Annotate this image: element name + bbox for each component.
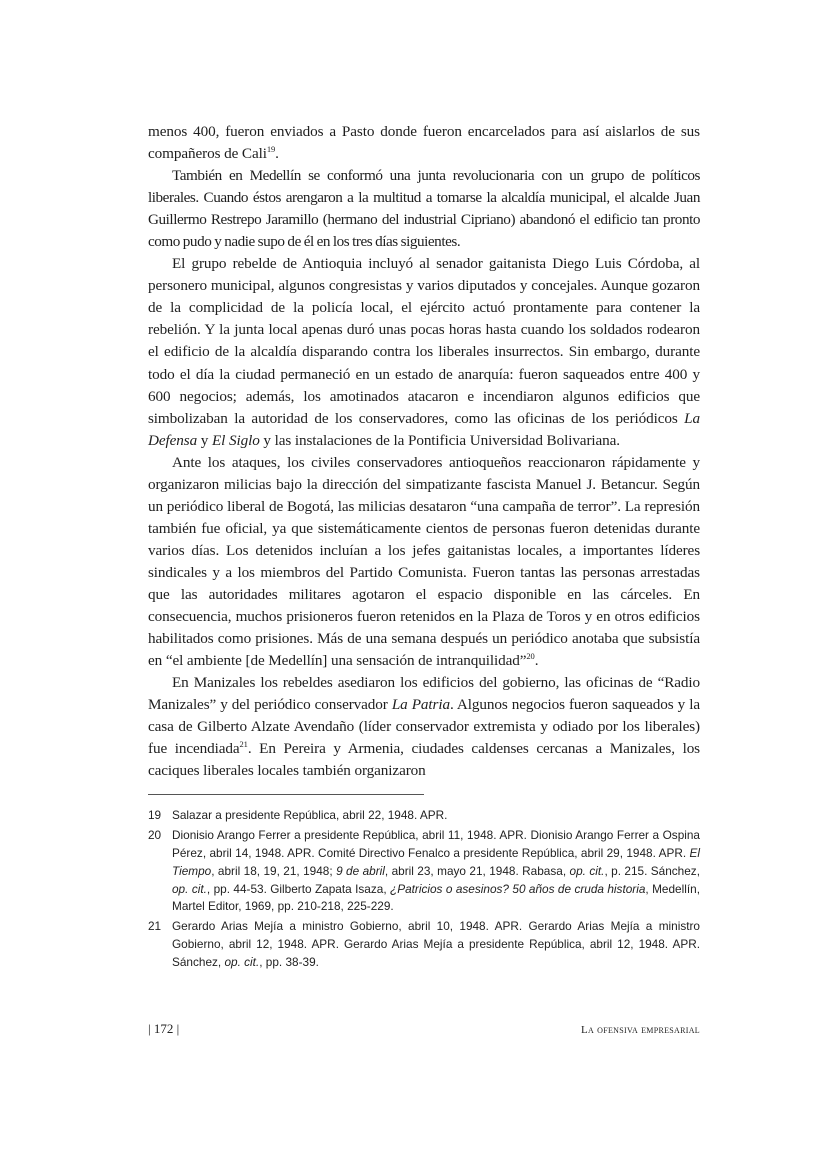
text-run: . [275, 145, 279, 163]
paragraph [148, 121, 700, 165]
footnote [148, 918, 700, 971]
page-number: | 172 | [148, 1021, 180, 1036]
footnote-number: 20 [148, 828, 162, 843]
text-run: Dionisio Arango Ferrer a presidente República, abril 11, 1948. APR. Dionisio Arango Ferrer a Ospina Pérez, abril 14, 1948. APR. Comité Directivo Fenalco a presidente República, abril 29, 1948. APR. [172, 828, 700, 860]
body-text [148, 121, 700, 782]
text-run: Gerardo Arias Mejía a ministro Gobierno, abril 10, 1948. APR. Gerardo Arias Mejía a ministro Gobierno, abril 12, 1948. APR. Gerardo Arias Mejía a presidente República, abril 12, 1948. APR. Sánchez, [172, 919, 700, 969]
text-run: , p. 215. Sánchez, [604, 863, 700, 878]
text-run: En Manizales los rebeldes asediaron los edificios del gobierno, las oficinas de “Radio Manizales” y del periódico conservador [148, 674, 700, 714]
italic-title: op. cit. [172, 881, 207, 896]
footnote [148, 827, 700, 916]
text-run: , abril 23, mayo 21, 1948. Rabasa, [384, 863, 570, 878]
italic-title: op. cit. [224, 954, 260, 969]
paragraph [148, 672, 700, 782]
text-run: . Algunos negocios fueron saqueados y la casa de Gilberto Alzate Avendaño (líder conservador extremista y odiado por los liberales) fue incendiada [148, 696, 700, 758]
text-run: , Medellín, Martel Editor, 1969, pp. 210-218, 225-229. [172, 881, 700, 914]
text-run: y las instalaciones de la Pontificia Universidad Bolivariana. [259, 431, 620, 449]
text-run: menos 400, fueron enviados a Pasto donde fueron encarcelados para así aislarlos de sus compañeros de Cali [148, 123, 700, 163]
italic-title: 9 de abril [336, 863, 385, 878]
footnote-reference: 20 [526, 651, 535, 662]
italic-title: op. cit. [569, 863, 605, 878]
running-head: La ofensiva empresarial [581, 1024, 700, 1036]
footnote-reference: 21 [239, 739, 248, 750]
text-run: También en Medellín se conformó una junta revolucionaria con un grupo de políticos liberales. Cuando éstos arengaron a la multitud a tomarse la alcaldía municipal, el alcalde Juan Guillermo Restrepo Jaramillo (hermano del industrial Cipriano) abandonó el edificio tan pronto como pudo y nadie supo de él en los tres días siguientes. [148, 167, 700, 251]
text-run: . En Pereira y Armenia, ciudades caldenses cercanas a Manizales, los caciques liberales locales también organizaron [148, 740, 700, 780]
text-run: El grupo rebelde de Antioquia incluyó al senador gaitanista Diego Luis Córdoba, al personero municipal, algunos congresistas y varios diputados y concejales. Aunque gozaron de la complicidad de la policía local, el ejército actuó prontamente para contener la rebelión. Y la junta local apenas duró unas pocas horas hasta cuando los soldados rodearon el edificio de la alcaldía disparando contra los liberales insurrectos. Sin embargo, durante todo el día la ciudad permaneció en un estado de anarquía: fueron saqueados entre 400 y 600 negocios; además, los amotinados atacaron e incendiaron algunos edificios que simbolizaban la autoridad de los conservadores, como las oficinas de los periódicos [148, 255, 700, 427]
text-run: , abril 18, 19, 21, 1948; [211, 863, 337, 878]
text-run: , pp. 44-53. Gilberto Zapata Isaza, [206, 881, 391, 896]
italic-title: La Defensa [148, 409, 700, 449]
paragraph [148, 165, 700, 253]
italic-title: El Siglo [211, 431, 260, 449]
footnote [148, 807, 700, 825]
footnote-reference: 19 [266, 144, 276, 155]
footnote-text [172, 918, 700, 971]
page-content [148, 121, 700, 974]
footnotes [148, 807, 700, 971]
text-run: Ante los ataques, los civiles conservadores antioqueños reaccionaron rápidamente y organizaron milicias bajo la dirección del simpatizante fascista Manuel J. Betancur. Según un periódico liberal de Bogotá, las milicias desataron “una campaña de terror”. La represión también fue oficial, ya que sistemáticamente cientos de personas fueron detenidas durante varios días. Los detenidos incluían a los jefes gaitanistas locales, a importantes líderes sindicales y a los miembros del Partido Comunista. Fueron tantas las personas arrestadas que las autoridades militares agotaron el espacio disponible en las cárceles. En consecuencia, muchos prisioneros fueron retenidos en la Plaza de Toros y en otros edificios habilitados como prisiones. Más de una semana después un periódico anotaba que subsistía en “el ambiente [de Medellín] una sensación de intranquilidad” [148, 453, 700, 670]
paragraph [148, 452, 700, 672]
italic-title: ¿Patricios o asesinos? 50 años de cruda historia [390, 881, 646, 896]
footnote-separator [148, 794, 424, 795]
italic-title: El Tiempo [172, 846, 700, 878]
footnote-number: 19 [148, 808, 162, 823]
footnote-number: 21 [148, 919, 162, 934]
text-run: . [534, 652, 539, 670]
footnote-text [172, 827, 700, 916]
footnote-text [172, 807, 700, 825]
paragraph [148, 253, 700, 451]
text-run: Salazar a presidente República, abril 22, 1948. APR. [172, 808, 448, 823]
text-run: y [197, 431, 212, 449]
page-footer [148, 1021, 700, 1037]
italic-title: La Patria [391, 696, 450, 714]
text-run: , pp. 38-39. [259, 954, 319, 969]
